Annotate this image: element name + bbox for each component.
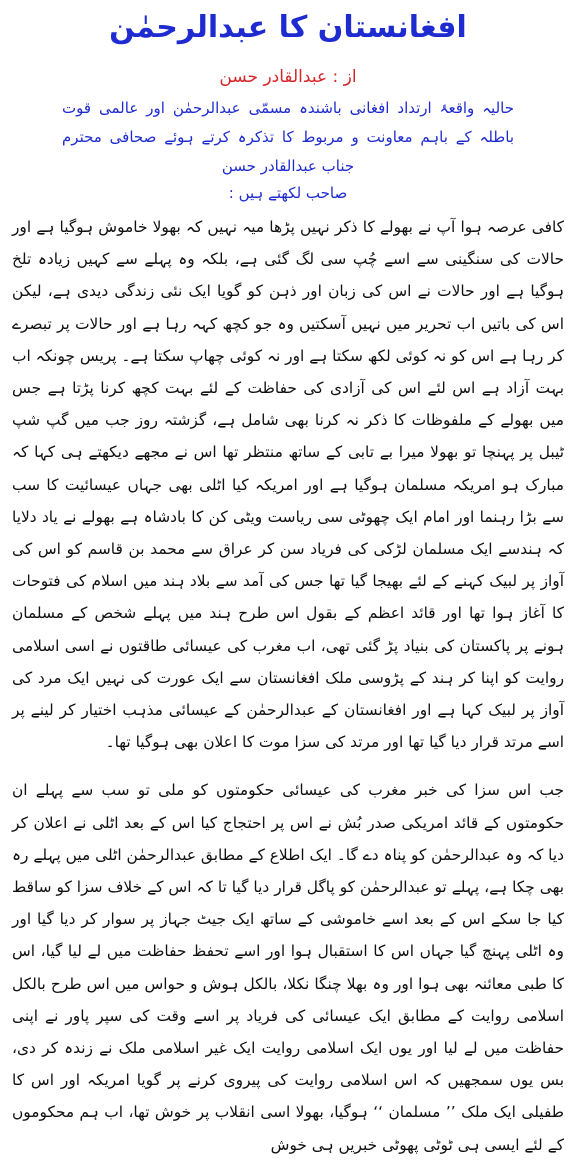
article-title: افغانستان کا عبدالرحمٰن (109, 10, 467, 45)
article-intro: حالیہ واقعۂ ارتداد افغانی باشندہ مسمّی عبدالرحمٰن اور عالمی قوت باطلہ کے باہم معاونت و مربوط کا تذکرہ کرتے ہوئے صحافی محترم جناب عبدالقادر حسن (62, 99, 514, 175)
article-intro-ending: صاحب لکھتے ہیں : (228, 184, 348, 202)
article-paragraph-1: کافی عرصہ ہوا آپ نے بھولے کا ذکر نہیں پڑھا میہ نہیں کہ بھولا خاموش ہوگیا ہے اور حالات کی سنگینی سے اسے چُپ سی لگ گئی ہے، بلکہ وہ پہلے سے کہیں زیادہ تلخ ہوگیا ہے اور حالات نے اس کی زبان اور ذہن کو گویا ایک نئی زندگی دیدی ہے، لیکن اس کی باتیں اب تحریر میں نہیں آسکتیں وہ جو کچھ کہہ رہا ہے اور حالات پر تبصرے کر رہا ہے اس کو نہ کوئی لکھ سکتا ہے اور نہ کوئی چھاپ سکتا ہے۔ پریس چونکہ اب بہت آزاد ہے اس لئے اس کی آزادی کی حفاظت کے لئے بہت کچھ کرنا پڑتا ہے جس میں بھولے کے ملفوظات کا ذکر نہ کرنا بھی شامل ہے، گزشتہ روز جب میں گپ شپ ٹیبل پر پہنچا تو بھولا میرا بے تابی کے ساتھ منتظر تھا اس نے مجھے دیکھتے ہی کہا کہ مبارک ہو امریکہ مسلمان ہوگیا ہے اور امریکہ کیا اٹلی بھی جہاں عیسائیت کا سب سے بڑا رہنما اور امام ایک چھوٹی سی ریاست ویٹی کن کا بادشاہ ہے بھولے نے یاد دلایا کہ ہندسے ایک مسلمان لڑکی کی فریاد سن کر عراق سے محمد بن قاسم کو اس کی آواز پر لبیک کہنے کے لئے بھیجا گیا تھا جس کی آمد سے بلاد ہند میں اسلام کی فتوحات کا آغاز ہوا تھا اور قائد اعظم کے بقول اس طرح ہند میں پہلے شخص کے مسلمان ہونے پر پاکستان کی بنیاد پڑ گئی تھی، اب مغرب کی عیسائی طاقتوں نے اسی اسلامی روایت کو اپنا کر ہند کے پڑوسی ملک افغانستان سے ایک عورت کی نہیں ایک مرد کی آواز پر لبیک کہا ہے اور افغانستان کے عبدالرحمٰن کے عیسائی مذہب اختیار کر لینے پر اسے مرتد قرار دیا گیا تھا اور مرتد کی سزا موت کا اعلان بھی ہوگیا تھا۔ (12, 218, 564, 752)
article-paragraph-2: جب اس سزا کی خبر مغرب کی عیسائی حکومتوں کو ملی تو سب سے پہلے ان حکومتوں کے قائد امریکی صدر بُش نے اس پر احتجاج کیا اس کے بعد اٹلی نے اعلان کر دیا کہ وہ عبدالرحمٰن کو پناہ دے گا۔ ایک اطلاع کے مطابق عبدالرحمٰن اٹلی میں پہلے رہ بھی چکا ہے، پہلے تو عبدالرحمٰن کو پاگل قرار دیا گیا تا کہ اس کے خلاف سزا کو ساقط کیا جا سکے اس کے بعد اسے خاموشی کے ساتھ ایک جیٹ جہاز پر سوار کر دیا گیا اور وہ اٹلی پہنچ گیا جہاں اس کا استقبال ہوا اور اسے تحفظ حفاظت میں لے لیا گیا، اس کا طبی معائنہ بھی ہوا اور وہ بھلا چنگا نکلا، بالکل ہوش و حواس میں اس طرح بالکل اسلامی روایت کے مطابق ایک عیسائی کی فریاد پر اسے وقت کی سپر پاور نے اپنی حفاظت میں لے لیا اور یوں ایک اسلامی روایت ایک غیر اسلامی ملک نے زندہ کر دی، بس یوں سمجھیں کہ اس اسلامی روایت کی پیروی کرنے پر گویا امریکہ اور اس کا طفیلی ایک ملک ’’ مسلمان ‘‘ ہوگیا، بھولا اسی انقلاب پر خوش تھا، اب ہم محکوموں کے لئے ایسی ہی ٹوٹی پھوٹی خبریں ہی خوش (12, 781, 564, 1154)
article-author: از : عبدالقادر حسن (219, 67, 357, 87)
